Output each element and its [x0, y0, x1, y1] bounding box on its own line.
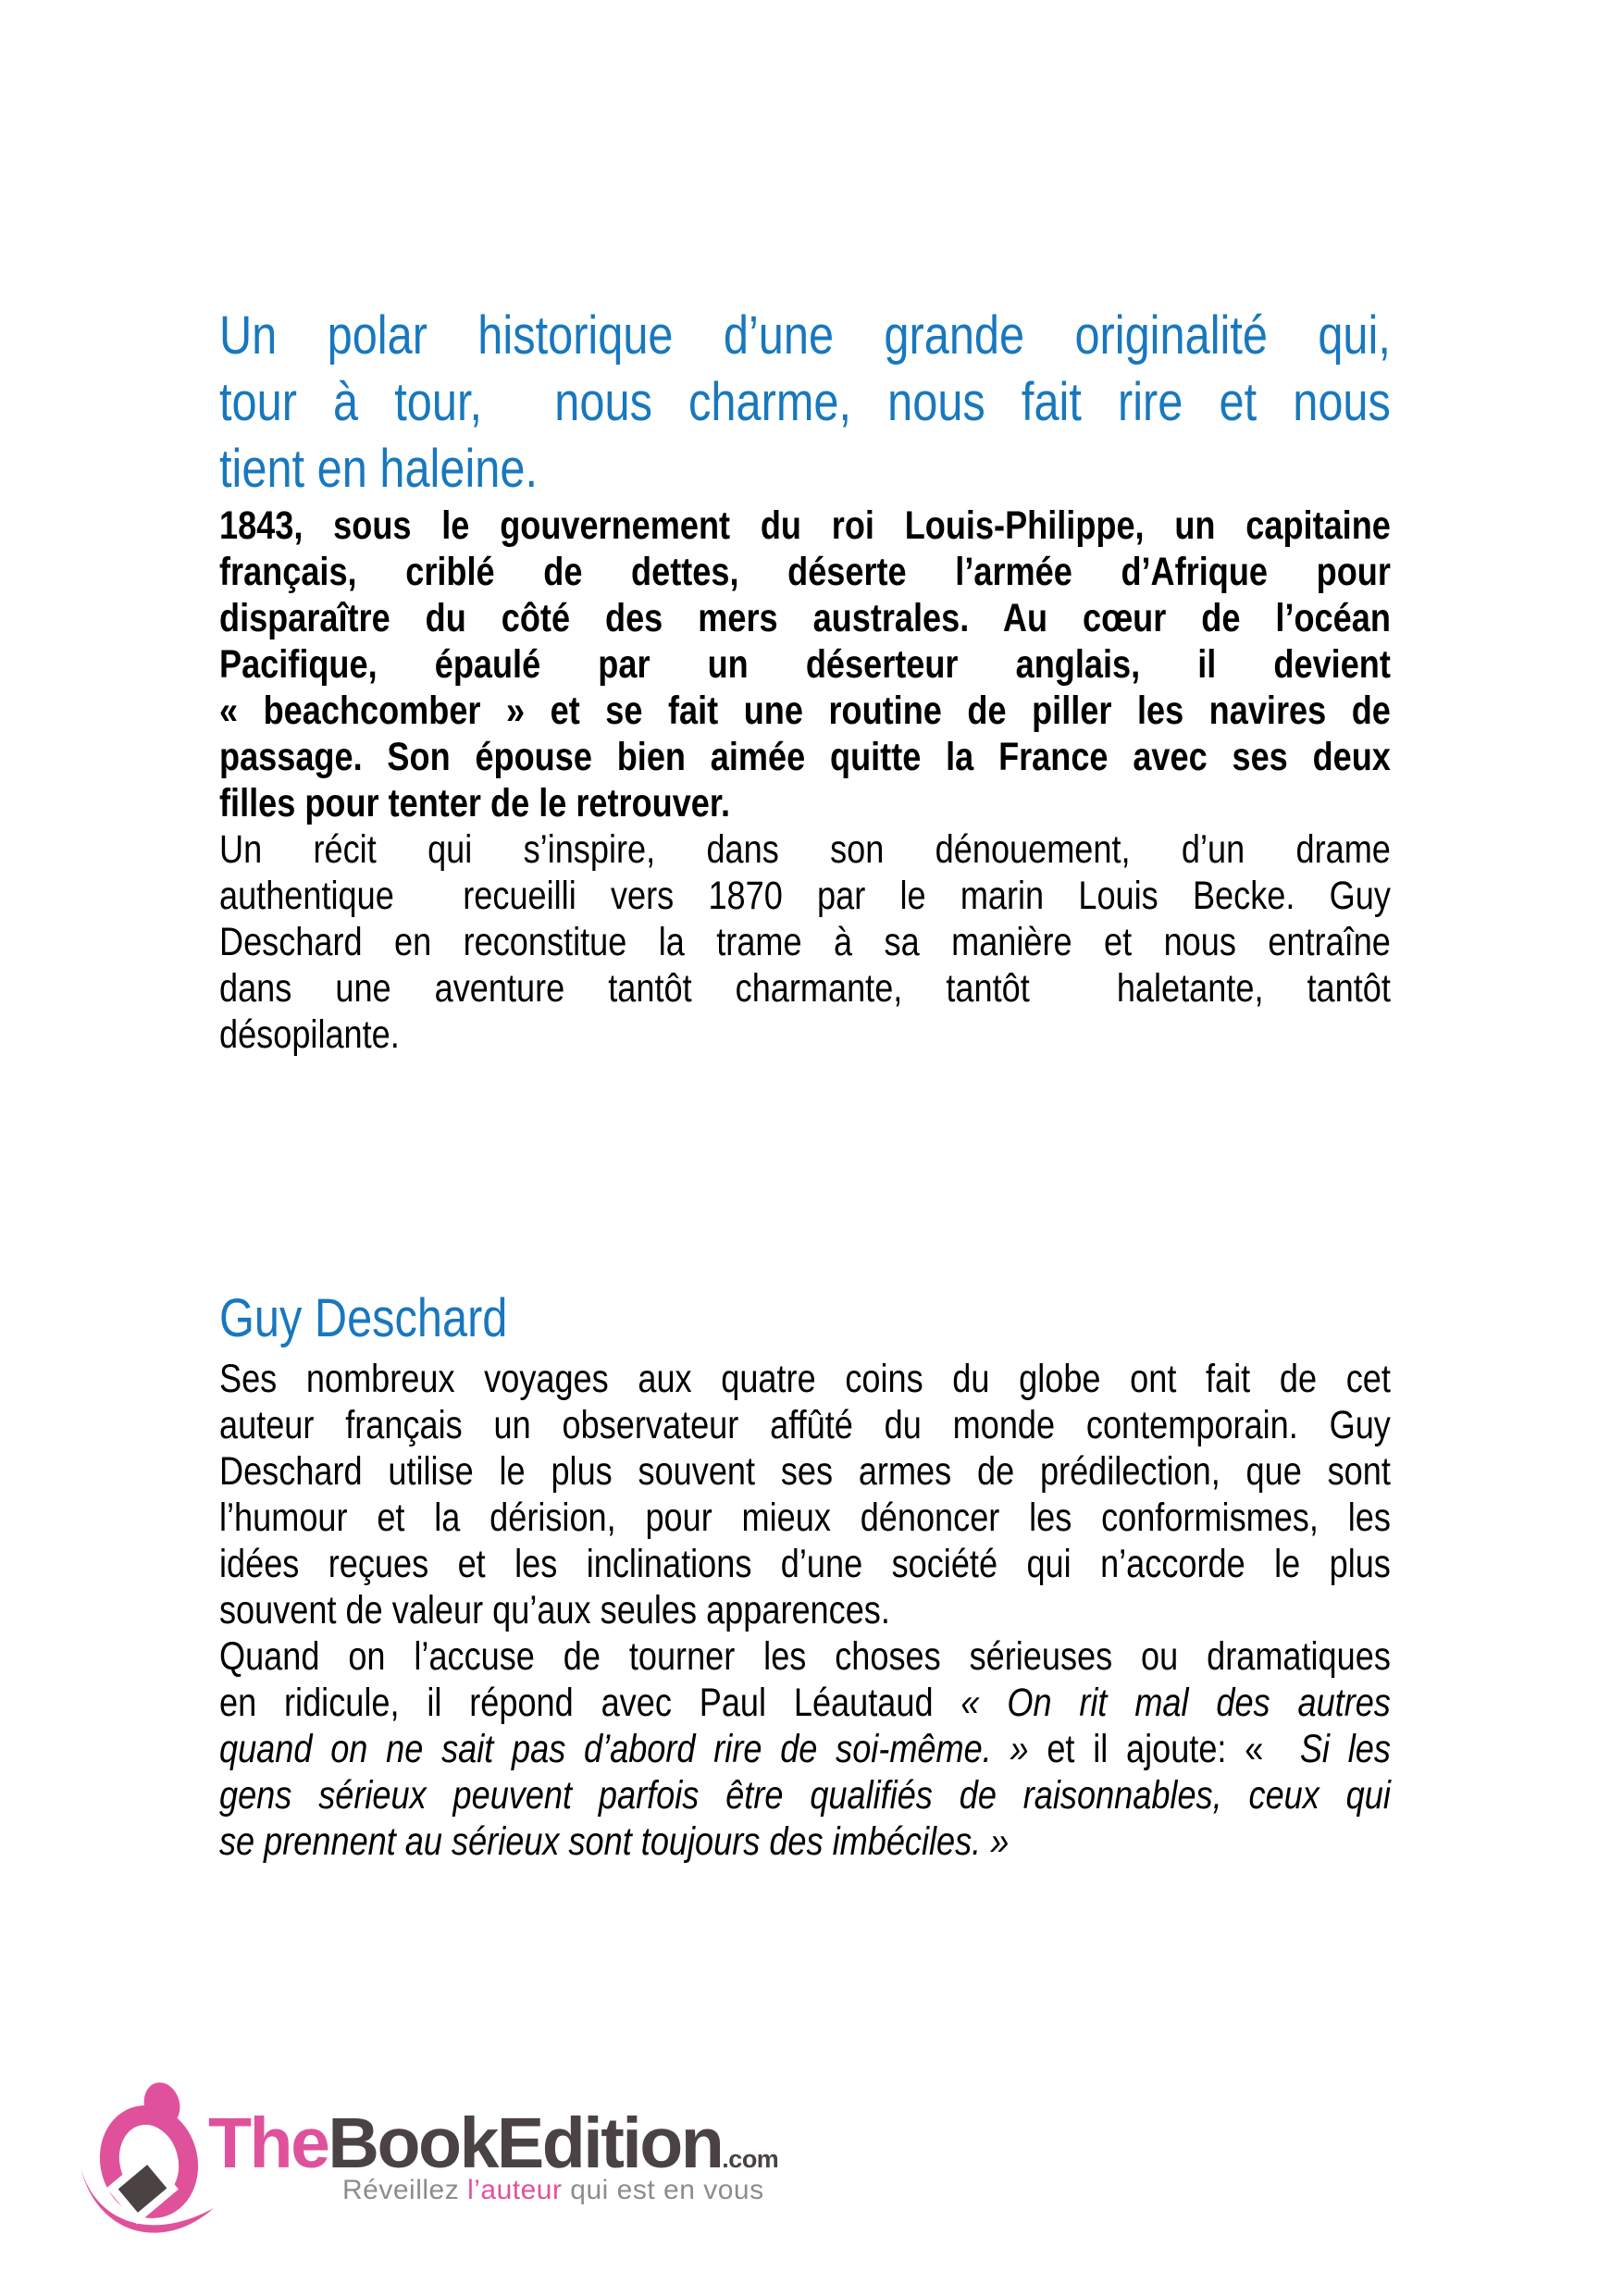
text-line: se prennent au sérieux sont toujours des imbéciles. » — [219, 1819, 1010, 1864]
back-cover-headline — [219, 303, 1391, 503]
text-line: en ridicule, il répond avec Paul Léautaud « On rit mal des autres — [219, 1681, 1391, 1725]
text-line: filles pour tenter de le retrouver. — [219, 781, 730, 825]
text-line: Ses nombreux voyages aux quatre coins du globe ont fait de cet — [219, 1357, 1391, 1401]
tagline-pre: Réveillez — [342, 2175, 468, 2205]
text-line: quand on ne sait pas d’abord rire de soi-même. » et il ajoute: « Si les — [219, 1727, 1391, 1771]
headline-line: Un polar historique d’une grande originalité qui, — [219, 305, 1391, 366]
headline-line: tour à tour, nous charme, nous fait rire et nous — [219, 372, 1391, 432]
logo-the-text: The — [208, 2104, 328, 2183]
text-line: idées reçues et les inclinations d’une société qui n’accorde le plus — [219, 1542, 1391, 1586]
logo-tagline — [342, 2175, 764, 2206]
author-bio-paragraph — [219, 1356, 1391, 1633]
text-line: auteur français un observateur affûté du monde contemporain. Guy — [219, 1403, 1391, 1447]
text-line: disparaître du côté des mers australes. Au cœur de l’océan — [219, 596, 1391, 640]
text-line: authentique recueilli vers 1870 par le marin Louis Becke. Guy — [219, 874, 1391, 918]
synopsis-paragraph-bold — [219, 503, 1391, 826]
text-line: Deschard en reconstitue la trame à sa manière et nous entraîne — [219, 920, 1391, 964]
logo-com-text: .com — [722, 2145, 779, 2173]
text-line: souvent de valeur qu’aux seules apparences. — [219, 1588, 890, 1632]
text-line: Un récit qui s’inspire, dans son dénouement, d’un drame — [219, 827, 1391, 872]
text-line: dans une aventure tantôt charmante, tantôt haletante, tantôt — [219, 966, 1391, 1011]
text-line: Deschard utilise le plus souvent ses armes de prédilection, que sont — [219, 1449, 1391, 1494]
text-line: « beachcomber » et se fait une routine de piller les navires de — [219, 689, 1391, 733]
logo-bookedition-text: BookEdition — [328, 2104, 723, 2183]
text-line: 1843, sous le gouvernement du roi Louis-Philippe, un capitaine — [219, 503, 1391, 548]
text-line: français, criblé de dettes, déserte l’armée d’Afrique pour — [219, 550, 1391, 594]
text-line: Quand on l’accuse de tourner les choses sérieuses ou dramatiques — [219, 1634, 1391, 1679]
publisher-logo — [79, 2082, 847, 2244]
text-line: l’humour et la dérision, pour mieux dénoncer les conformismes, les — [219, 1496, 1391, 1540]
author-quote-paragraph — [219, 1633, 1391, 1865]
author-name-heading: Guy Deschard — [219, 1288, 508, 1348]
text-line: passage. Son épouse bien aimée quitte la France avec ses deux — [219, 735, 1391, 779]
headline-line: tient en haleine. — [219, 439, 539, 499]
page-content — [219, 303, 1391, 1865]
text-line: gens sérieux peuvent parfois être qualifiés de raisonnables, ceux qui — [219, 1773, 1391, 1818]
synopsis-paragraph — [219, 826, 1391, 1058]
text-line: désopilante. — [219, 1012, 400, 1057]
person-reading-book-icon — [79, 2082, 216, 2240]
tagline-post: qui est en vous — [562, 2175, 764, 2205]
text-line: Pacifique, épaulé par un déserteur anglais, il devient — [219, 642, 1391, 687]
tagline-accent: l’auteur — [467, 2175, 563, 2205]
